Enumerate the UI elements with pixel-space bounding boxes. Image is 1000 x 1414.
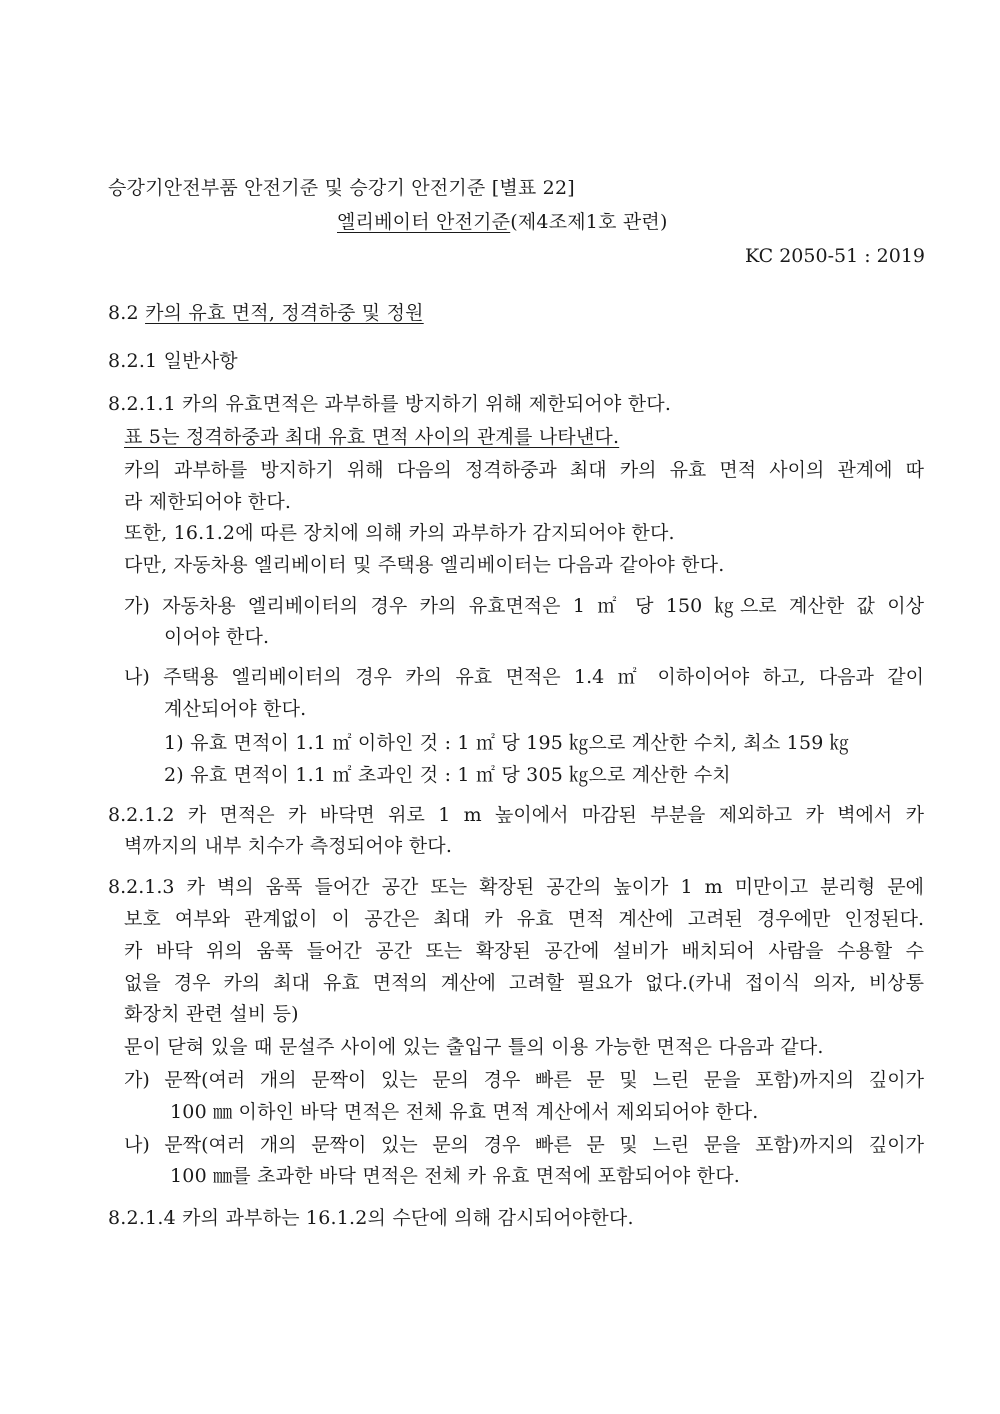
- list-item-2-na-line-2: 100 ㎜를 초과한 바닥 면적은 전체 카 유효 면적에 포함되어야 한다.: [170, 1165, 740, 1187]
- list-item-na-line-2: 계산되어야 한다.: [164, 698, 307, 720]
- clause-8-2-1-3-line-2: 보호 여부와 관계없이 이 공간은 최대 카 유효 면적 계산에 고려된 경우에만 인정된다.: [124, 908, 924, 930]
- document-title: 승강기안전부품 안전기준 및 승강기 안전기준 [별표 22]: [108, 177, 575, 199]
- list-item-na-line-1: 나) 주택용 엘리베이터의 경우 카의 유효 면적은 1.4 ㎡ 이하이어야 하고, 다음과 같이: [124, 666, 924, 688]
- clause-8-2-1-1-line-1: 8.2.1.1 카의 유효면적은 과부하를 방지하기 위해 제한되어야 한다.: [108, 393, 672, 415]
- list-item-2-ga-line-2: 100 ㎜ 이하인 바닥 면적은 전체 유효 면적 계산에서 제외되어야 한다.: [170, 1101, 759, 1123]
- clause-8-2-1-3-line-6: 문이 닫혀 있을 때 문설주 사이에 있는 출입구 틀의 이용 가능한 면적은 다음과 같다.: [124, 1036, 824, 1058]
- standard-code: KC 2050-51 : 2019: [744, 245, 925, 267]
- clause-8-2-1-1-line-3: 카의 과부하를 방지하기 위해 다음의 정격하중과 최대 카의 유효 면적 사이의 관계에 따: [124, 459, 924, 481]
- list-item-ga-line-1: 가) 자동차용 엘리베이터의 경우 카의 유효면적은 1 ㎡ 당 150 ㎏으로 계산한 값 이상: [124, 595, 924, 617]
- clause-8-2-1-3-line-4: 없을 경우 카의 최대 유효 면적의 계산에 고려할 필요가 없다.(카내 접이식 의자, 비상통: [124, 972, 924, 994]
- list-item-2-ga-line-1: 가) 문짝(여러 개의 문짝이 있는 문의 경우 빠른 문 및 느린 문을 포함)까지의 깊이가: [124, 1069, 924, 1091]
- subtitle-underlined: 엘리베이터 안전기준: [337, 211, 511, 233]
- clause-8-2-1-1-line-2: 표 5는 정격하중과 최대 유효 면적 사이의 관계를 나타낸다.: [124, 426, 620, 448]
- clause-8-2-1-2-line-2: 벽까지의 내부 치수가 측정되어야 한다.: [124, 835, 453, 857]
- section-title: 카의 유효 면적, 정격하중 및 정원: [145, 302, 424, 324]
- clause-8-2-1-1-line-4: 라 제한되어야 한다.: [124, 491, 292, 513]
- subsection-heading: 8.2.1 일반사항: [108, 350, 238, 372]
- clause-8-2-1-2-line-1: 8.2.1.2 카 면적은 카 바닥면 위로 1 m 높이에서 마감된 부분을 제외하고 카 벽에서 카: [108, 804, 924, 826]
- sub-item-1: 1) 유효 면적이 1.1 ㎡ 이하인 것 : 1 ㎡ 당 195 ㎏으로 계산한 수치, 최소 159 ㎏: [164, 732, 849, 754]
- list-item-2-na-line-1: 나) 문짝(여러 개의 문짝이 있는 문의 경우 빠른 문 및 느린 문을 포함)까지의 깊이가: [124, 1134, 924, 1156]
- section-heading: [108, 301, 424, 325]
- document-subtitle: [337, 210, 668, 234]
- subtitle-suffix: (제4조제1호 관련): [510, 211, 668, 233]
- clause-8-2-1-3-line-1: 8.2.1.3 카 벽의 움푹 들어간 공간 또는 확장된 공간의 높이가 1 m 미만이고 분리형 문에: [108, 876, 924, 898]
- clause-8-2-1-1-line-5: 또한, 16.1.2에 따른 장치에 의해 카의 과부하가 감지되어야 한다.: [124, 522, 675, 544]
- sub-item-2: 2) 유효 면적이 1.1 ㎡ 초과인 것 : 1 ㎡ 당 305 ㎏으로 계산한 수치: [164, 764, 731, 786]
- clause-8-2-1-3-line-5: 화장치 관련 설비 등): [124, 1003, 299, 1025]
- section-number: 8.2: [108, 302, 146, 324]
- clause-8-2-1-1-line-6: 다만, 자동차용 엘리베이터 및 주택용 엘리베이터는 다음과 같아야 한다.: [124, 554, 725, 576]
- list-item-ga-line-2: 이어야 한다.: [164, 626, 270, 648]
- clause-8-2-1-3-line-3: 카 바닥 위의 움푹 들어간 공간 또는 확장된 공간에 설비가 배치되어 사람을 수용할 수: [124, 940, 924, 962]
- clause-8-2-1-4: 8.2.1.4 카의 과부하는 16.1.2의 수단에 의해 감시되어야한다.: [108, 1207, 634, 1229]
